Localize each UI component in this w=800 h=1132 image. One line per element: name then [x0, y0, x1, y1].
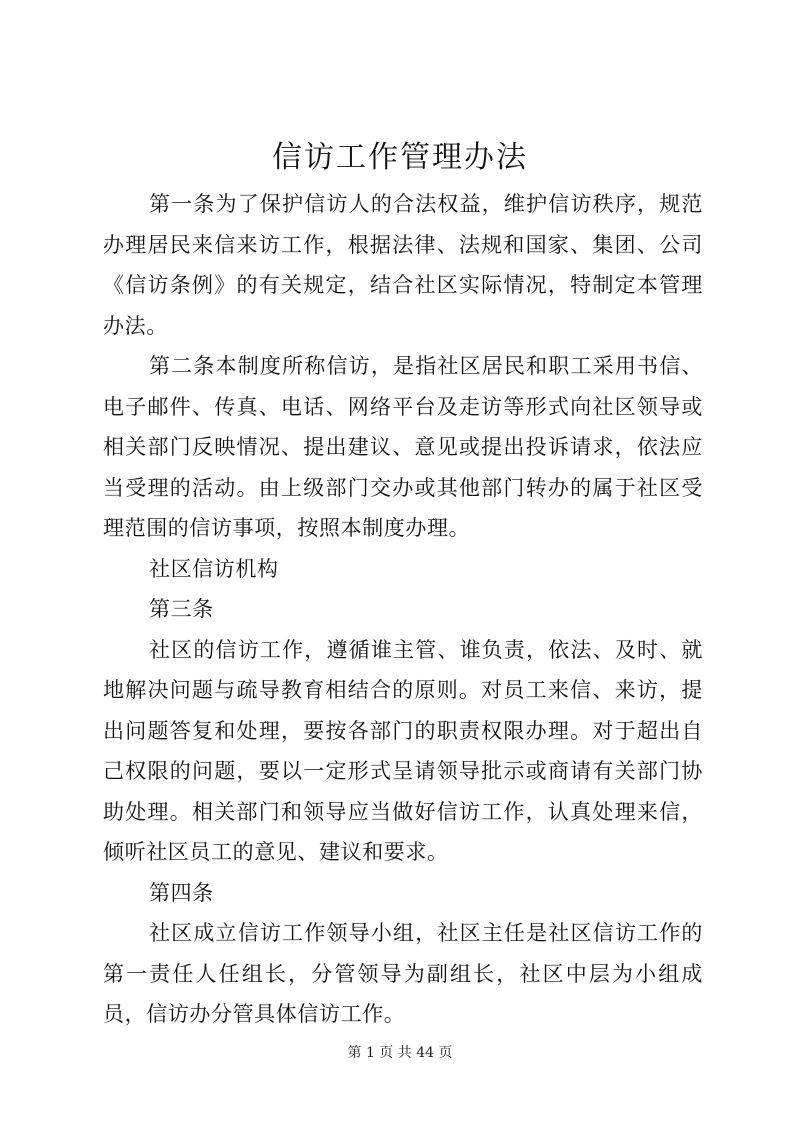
article-4-paragraph: 社区成立信访工作领导小组，社区主任是社区信访工作的第一责任人任组长，分管领导为副组长，社区中层为小组成员，信访办分管具体信访工作。: [103, 921, 703, 1026]
document-title: 信访工作管理办法: [272, 140, 528, 175]
document-body: [103, 184, 703, 1035]
page-number-footer: 第 1 页 共 44 页: [347, 1045, 453, 1061]
article-1-paragraph: 第一条为了保护信访人的合法权益，维护信访秩序，规范办理居民来信来访工作，根据法律、法规和国家、集团、公司《信访条例》的有关规定，结合社区实际情况，特制定本管理办法。: [103, 192, 703, 338]
section-heading-petition-agency: 社区信访机构: [149, 556, 279, 581]
article-3-heading: 第三条: [149, 597, 214, 621]
article-2-paragraph: 第二条本制度所称信访，是指社区居民和职工采用书信、电子邮件、传真、电话、网络平台及走访等形式向社区领导或相关部门反映情况、提出建议、意见或提出投诉请求，依法应当受理的活动。由上级部门交办或其他部门转办的属于社区受理范围的信访事项，按照本制度办理。: [103, 354, 703, 540]
article-4-heading: 第四条: [149, 880, 214, 905]
article-3-paragraph: 社区的信访工作，遵循谁主管、谁负责，依法、及时、就地解决问题与疏导教育相结合的原则。对员工来信、来访，提出问题答复和处理，要按各部门的职责权限办理。对于超出自己权限的问题，要以一定形式呈请领导批示或商请有关部门协助处理。相关部门和领导应当做好信访工作，认真处理来信，倾听社区员工的意见、建议和要求。: [103, 637, 703, 864]
